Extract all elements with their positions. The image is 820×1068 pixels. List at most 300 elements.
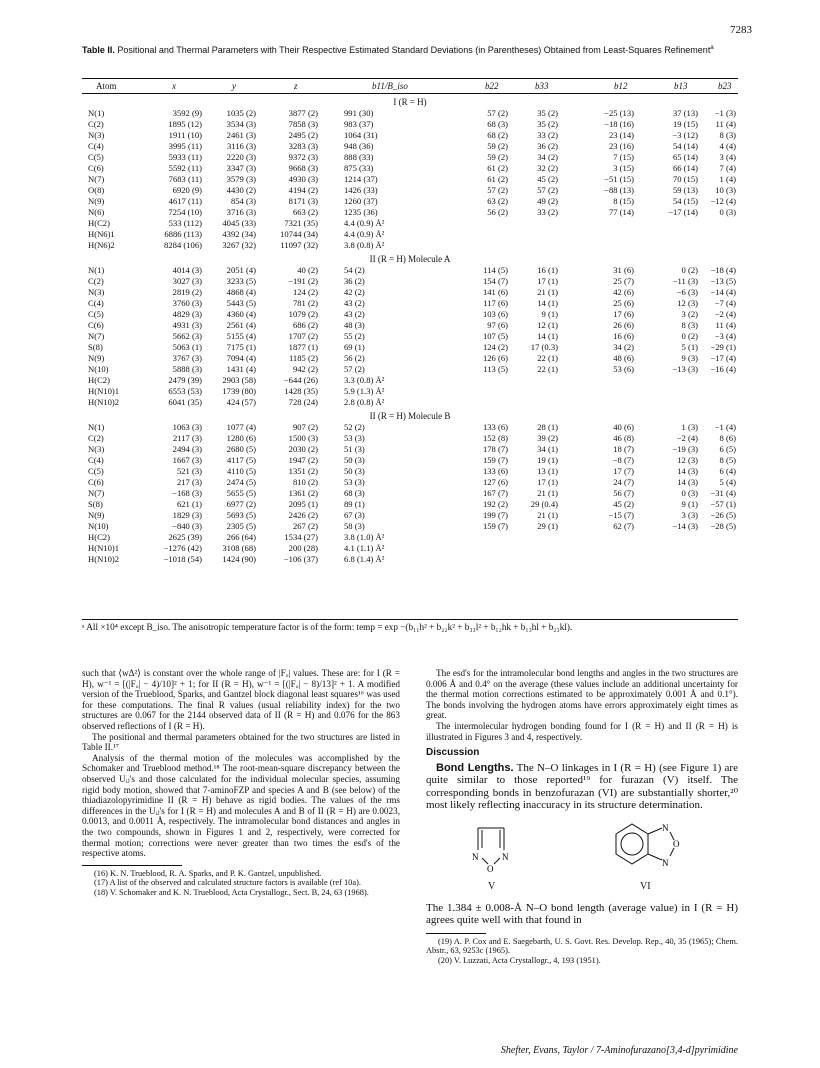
furazan-structure-V (454, 820, 544, 882)
cell-b22: 68 (2) (487, 130, 508, 140)
discussion-heading: Discussion (426, 747, 480, 759)
cell-b22: 199 (7) (482, 510, 508, 520)
cell-b33: 17 (1) (537, 276, 558, 286)
cell-b22: 97 (6) (487, 320, 508, 330)
cell-b33: 16 (1) (537, 265, 558, 275)
cell-b11: 57 (2) (344, 364, 365, 374)
cell-x: 217 (3) (176, 477, 202, 487)
cell-b33: 22 (1) (537, 353, 558, 363)
table-row (82, 298, 738, 309)
header-b11: b11/B_iso (372, 81, 408, 91)
cell-b13: 37 (13) (672, 108, 698, 118)
cell-y: 4045 (33) (222, 218, 256, 228)
left-paragraph-1: such that ⟨wΔ²⟩ is constant over the whole range of |Fₒ| values. These are: for I (R = H), w⁻¹ = [(|Fₒ| − 4)/10]² + 1; for II (R = H), w⁻¹ = [(|Fₒ| − 8)/13]² + 1. A modified version of the Trueblood, Sparks, and Gantzel block diagonal least squares¹⁶ was used for these computations. The final R values (usual reliability index) for the two structures are 0.067 for the 2144 observed data of II (R = H) and 0.076 for the 863 observed reflections of I (R = H). (82, 668, 400, 731)
cell-b12: 77 (14) (608, 207, 634, 217)
cell-b11: 53 (3) (344, 433, 365, 443)
cell-atom: N(9) (88, 196, 105, 206)
cell-b22: 159 (7) (482, 521, 508, 531)
bond-lengths-text: The N–O linkages in I (R = H) (see Figure 1) are quite similar to those reported¹⁹ for furazan (V) itself. The corresponding bonds in benzofurazan (VI) are substantially shorter,²⁰ most likely reflecting inaccuracy in its structure determination. (426, 761, 738, 812)
cell-z: 7321 (35) (284, 218, 318, 228)
cell-b23: −3 (4) (714, 331, 736, 341)
cell-y: 2051 (4) (226, 265, 256, 275)
cell-b12: 31 (6) (613, 265, 634, 275)
parameters-table (82, 70, 738, 615)
cell-z: 1500 (3) (288, 433, 318, 443)
cell-x: 4931 (3) (172, 320, 202, 330)
cell-atom: C(2) (88, 433, 104, 443)
cell-b23: 0 (3) (719, 207, 736, 217)
table-row (82, 320, 738, 331)
cell-atom: N(3) (88, 287, 105, 297)
table-row (82, 444, 738, 455)
cell-z: 686 (2) (292, 320, 318, 330)
cell-x: 2117 (3) (172, 433, 202, 443)
cell-b11: 50 (3) (344, 455, 365, 465)
cell-z: 10744 (34) (280, 229, 318, 239)
cell-b11: 948 (36) (344, 141, 374, 151)
cell-atom: N(10) (88, 521, 109, 531)
cell-atom: C(4) (88, 298, 104, 308)
cell-b11: 1214 (37) (344, 174, 378, 184)
cell-b12: −51 (15) (604, 174, 634, 184)
cell-z: 781 (2) (292, 298, 318, 308)
table-row (82, 309, 738, 320)
cell-b11: 3.8 (1.0) Å² (344, 532, 385, 542)
cell-b33: 21 (1) (537, 488, 558, 498)
header-z: z (294, 81, 298, 91)
cell-b33: 33 (2) (537, 130, 558, 140)
table-row (82, 433, 738, 444)
cell-atom: H(N6)1 (88, 229, 115, 239)
table-row (82, 240, 738, 251)
cell-z: 3283 (3) (288, 141, 318, 151)
cell-b12: 40 (6) (613, 422, 634, 432)
cell-b22: 124 (2) (482, 342, 508, 352)
cell-b12: 62 (7) (613, 521, 634, 531)
cell-b13: −19 (3) (672, 444, 698, 454)
cell-x: 4014 (3) (172, 265, 202, 275)
left-column (82, 668, 400, 897)
table-row (82, 130, 738, 141)
cell-y: 1739 (80) (222, 386, 256, 396)
cell-b22: 126 (6) (482, 353, 508, 363)
aromatic-circle (621, 833, 643, 855)
table-row (82, 207, 738, 218)
cell-b12: 53 (6) (613, 364, 634, 374)
cell-b23: 8 (3) (719, 130, 736, 140)
cell-atom: S(8) (88, 499, 103, 509)
cell-b23: −2 (4) (714, 309, 736, 319)
cell-atom: S(8) (88, 342, 103, 352)
cell-y: 4117 (5) (226, 455, 256, 465)
cell-b12: 42 (6) (613, 287, 634, 297)
table-row (82, 331, 738, 342)
benzofurazan-bond-top (648, 828, 662, 834)
cell-x: 6041 (35) (168, 397, 202, 407)
cell-b12: 45 (2) (613, 499, 634, 509)
cell-z: 2095 (1) (288, 499, 318, 509)
cell-b13: 14 (3) (677, 466, 698, 476)
cell-atom: C(5) (88, 152, 104, 162)
cell-b11: 42 (2) (344, 287, 365, 297)
cell-y: 3579 (3) (226, 174, 256, 184)
table-row (82, 229, 738, 240)
cell-z: 40 (2) (297, 265, 318, 275)
cell-b11: 3.3 (0.8) Å² (344, 375, 385, 385)
table-row (82, 174, 738, 185)
cell-y: 266 (64) (226, 532, 256, 542)
cell-atom: H(C2) (88, 532, 110, 542)
cell-b22: 114 (5) (483, 265, 508, 275)
cell-x: 3027 (3) (172, 276, 202, 286)
cell-b23: −29 (1) (710, 342, 736, 352)
cell-b13: −14 (3) (672, 521, 698, 531)
table-row (82, 532, 738, 543)
furazan-bond-no-right (494, 858, 500, 864)
cell-b11: 888 (33) (344, 152, 374, 162)
cell-y: 3267 (32) (222, 240, 256, 250)
cell-z: 1534 (27) (284, 532, 318, 542)
table-row (82, 554, 738, 565)
cell-z: 8171 (3) (288, 196, 318, 206)
cell-x: 2494 (3) (172, 444, 202, 454)
cell-b23: −18 (4) (710, 265, 736, 275)
footnote-rule (82, 865, 182, 866)
right-references (426, 937, 738, 966)
cell-b22: 133 (6) (482, 422, 508, 432)
cell-b11: 51 (3) (344, 444, 365, 454)
header-b12: b12 (614, 81, 628, 91)
cell-atom: N(3) (88, 444, 105, 454)
cell-z: 1185 (2) (288, 353, 318, 363)
cell-b22: 63 (2) (487, 196, 508, 206)
cell-y: 4430 (2) (226, 185, 256, 195)
cell-z: 9372 (3) (288, 152, 318, 162)
cell-b23: 6 (5) (719, 444, 736, 454)
caption-footnote-mark: a (710, 45, 714, 51)
cell-b22: 178 (7) (482, 444, 508, 454)
cell-b11: 48 (3) (344, 320, 365, 330)
cell-b33: 45 (2) (537, 174, 558, 184)
cell-b12: 23 (14) (608, 130, 634, 140)
cell-b22: 127 (6) (482, 477, 508, 487)
cell-z: 1079 (2) (288, 309, 318, 319)
cell-b23: −14 (4) (710, 287, 736, 297)
cell-z: −191 (2) (288, 276, 318, 286)
cell-atom: N(7) (88, 488, 105, 498)
cell-b22: 57 (2) (487, 108, 508, 118)
cell-b22: 117 (6) (483, 298, 508, 308)
cell-b12: 18 (7) (613, 444, 634, 454)
cell-b33: 33 (2) (537, 207, 558, 217)
cell-b11: 991 (30) (344, 108, 374, 118)
table-label: Table II. (82, 45, 115, 55)
cell-y: 4360 (4) (226, 309, 256, 319)
section-title: II (R = H) Molecule B (369, 411, 451, 421)
cell-x: 4829 (3) (172, 309, 202, 319)
cell-z: 7858 (3) (288, 119, 318, 129)
cell-b13: 65 (14) (672, 152, 698, 162)
cell-b33: 17 (1) (537, 477, 558, 487)
cell-b12: 3 (15) (613, 163, 634, 173)
cell-atom: C(2) (88, 276, 104, 286)
cell-x: 1829 (3) (172, 510, 202, 520)
cell-y: 5655 (5) (226, 488, 256, 498)
cell-b22: 61 (2) (487, 174, 508, 184)
cell-b12: 17 (7) (613, 466, 634, 476)
cell-b22: 152 (8) (482, 433, 508, 443)
cell-z: 9668 (3) (288, 163, 318, 173)
left-references (82, 869, 400, 898)
cell-y: 4110 (5) (226, 466, 256, 476)
cell-b13: 9 (3) (681, 353, 698, 363)
cell-b22: 107 (5) (482, 331, 508, 341)
cell-z: 267 (2) (292, 521, 318, 531)
cell-b13: −11 (3) (672, 276, 698, 286)
cell-b11: 4.4 (0.9) Å² (344, 229, 385, 239)
cell-b33: 57 (2) (537, 185, 558, 195)
cell-b12: 26 (6) (613, 320, 634, 330)
cell-x: 1667 (3) (172, 455, 202, 465)
cell-b33: 32 (2) (537, 163, 558, 173)
cell-b13: 54 (14) (672, 141, 698, 151)
cell-atom: C(4) (88, 141, 104, 151)
structures-row (426, 814, 738, 898)
cell-atom: C(6) (88, 163, 104, 173)
cell-b23: 8 (5) (719, 455, 736, 465)
left-paragraph-2: The positional and thermal parameters obtained for the two structures are listed in Table II.¹⁷ (82, 731, 400, 753)
benzofurazan-atom-o: O (673, 838, 680, 849)
table-row (82, 386, 738, 397)
cell-b13: −6 (3) (676, 287, 698, 297)
cell-atom: C(4) (88, 455, 104, 465)
cell-b13: 70 (15) (672, 174, 698, 184)
cell-x: −1018 (54) (163, 554, 202, 564)
cell-b11: 2.8 (0.8) Å² (344, 397, 385, 407)
cell-b13: 0 (2) (681, 265, 698, 275)
cell-b13: 54 (15) (672, 196, 698, 206)
cell-b23: −28 (5) (710, 521, 736, 531)
cell-y: 3233 (5) (226, 276, 256, 286)
cell-x: 6920 (9) (172, 185, 202, 195)
cell-y: 1035 (2) (226, 108, 256, 118)
cell-y: 2561 (4) (226, 320, 256, 330)
cell-b23: −16 (4) (710, 364, 736, 374)
cell-b12: 56 (7) (613, 488, 634, 498)
page-number: 7283 (730, 24, 752, 36)
table-row (82, 163, 738, 174)
cell-z: 907 (2) (292, 422, 318, 432)
cell-b22: 57 (2) (487, 185, 508, 195)
table-row (82, 342, 738, 353)
cell-b33: 35 (2) (537, 108, 558, 118)
cell-y: 6977 (2) (226, 499, 256, 509)
cell-b33: 36 (2) (537, 141, 558, 151)
cell-z: 810 (2) (292, 477, 318, 487)
cell-b33: 34 (2) (537, 152, 558, 162)
table-row (82, 287, 738, 298)
table-row (82, 510, 738, 521)
cell-b11: 36 (2) (344, 276, 365, 286)
cell-b23: 7 (4) (719, 163, 736, 173)
table-row (82, 108, 738, 119)
cell-z: 663 (2) (292, 207, 318, 217)
reference-19: (19) A. P. Cox and E. Saegebarth, U. S. Govt. Res. Develop. Rep., 40, 35 (1965); Chem. Abstr., 63, 9253c (1965). (426, 936, 738, 956)
cell-b11: 6.8 (1.4) Å² (344, 554, 385, 564)
cell-b33: 22 (1) (537, 364, 558, 374)
cell-y: 1280 (6) (226, 433, 256, 443)
cell-b12: 7 (15) (613, 152, 634, 162)
cell-b23: −57 (1) (710, 499, 736, 509)
cell-atom: N(9) (88, 353, 105, 363)
cell-b23: 3 (4) (719, 152, 736, 162)
cell-y: 4392 (34) (222, 229, 256, 239)
cell-y: 1431 (4) (226, 364, 256, 374)
cell-atom: H(N6)2 (88, 240, 115, 250)
cell-b12: 46 (8) (613, 433, 634, 443)
cell-y: 2680 (5) (226, 444, 256, 454)
cell-b33: 19 (1) (537, 455, 558, 465)
table-row (82, 488, 738, 499)
cell-b12: −25 (13) (604, 108, 634, 118)
cell-z: 124 (2) (292, 287, 318, 297)
cell-b33: 28 (1) (537, 422, 558, 432)
cell-b13: 5 (1) (681, 342, 698, 352)
cell-b22: 133 (6) (482, 466, 508, 476)
furazan-atom-o: O (487, 863, 494, 874)
cell-b22: 192 (2) (482, 499, 508, 509)
cell-b11: 5.9 (1.3) Å² (344, 386, 385, 396)
cell-b11: 43 (2) (344, 298, 365, 308)
cell-b13: 66 (14) (672, 163, 698, 173)
cell-x: 521 (3) (176, 466, 202, 476)
cell-b13: −3 (12) (672, 130, 698, 140)
cell-x: 2819 (2) (172, 287, 202, 297)
table-row (82, 499, 738, 510)
cell-b23: 8 (6) (719, 433, 736, 443)
cell-y: 5693 (5) (226, 510, 256, 520)
cell-b13: 0 (3) (681, 488, 698, 498)
cell-b12: 16 (6) (613, 331, 634, 341)
cell-b11: 67 (3) (344, 510, 365, 520)
cell-b11: 1064 (31) (344, 130, 378, 140)
table-row (82, 466, 738, 477)
cell-y: 5443 (5) (226, 298, 256, 308)
table-row (82, 364, 738, 375)
cell-b33: 14 (1) (537, 298, 558, 308)
cell-b23: −17 (4) (710, 353, 736, 363)
cell-x: 6886 (113) (164, 229, 202, 239)
cell-b22: 154 (7) (482, 276, 508, 286)
cell-b12: −15 (7) (608, 510, 634, 520)
footnote-rule-right (426, 933, 486, 934)
cell-z: 942 (2) (292, 364, 318, 374)
cell-b33: 39 (2) (537, 433, 558, 443)
cell-b13: −13 (3) (672, 364, 698, 374)
table-row (82, 265, 738, 276)
cell-atom: C(5) (88, 309, 104, 319)
cell-atom: N(10) (88, 364, 109, 374)
cell-atom: N(9) (88, 510, 105, 520)
cell-x: 5592 (11) (168, 163, 202, 173)
cell-atom: N(6) (88, 207, 105, 217)
cell-b22: 113 (5) (483, 364, 508, 374)
cell-b11: 89 (1) (344, 499, 365, 509)
cell-z: 728 (24) (288, 397, 318, 407)
cell-y: 3108 (68) (222, 543, 256, 553)
cell-y: 1077 (4) (226, 422, 256, 432)
bond-lengths-title: Bond Lengths. (436, 761, 514, 774)
benzofurazan-bond-no-bottom (670, 848, 674, 856)
table-row (82, 218, 738, 229)
cell-b23: −7 (4) (714, 298, 736, 308)
cell-z: 4930 (3) (288, 174, 318, 184)
cell-b11: 69 (1) (344, 342, 365, 352)
cell-y: 2305 (5) (226, 521, 256, 531)
cell-y: 7175 (1) (226, 342, 256, 352)
cell-b33: 13 (1) (537, 466, 558, 476)
cell-b11: 1426 (33) (344, 185, 378, 195)
cell-b33: 21 (1) (537, 287, 558, 297)
table-row (82, 375, 738, 386)
benzofurazan-atom-n-bottom: N (662, 857, 669, 868)
cell-y: 2461 (3) (226, 130, 256, 140)
cell-x: −840 (3) (172, 521, 202, 531)
cell-z: 1361 (2) (288, 488, 318, 498)
cell-b13: −2 (4) (676, 433, 698, 443)
table-row (82, 422, 738, 433)
reference-20: (20) V. Luzzati, Acta Crystallogr., 4, 193 (1951). (438, 955, 601, 965)
cell-b13: 12 (3) (677, 455, 698, 465)
cell-b33: 29 (0.4) (530, 499, 558, 509)
cell-x: 5662 (3) (172, 331, 202, 341)
cell-atom: H(N10)1 (88, 543, 120, 553)
cell-x: 4617 (11) (168, 196, 202, 206)
cell-b33: 29 (1) (537, 521, 558, 531)
cell-b23: 11 (4) (715, 119, 736, 129)
table-footnote-text: ᵃ All ×10⁴ except B_iso. The anisotropic temperature factor is of the form: temp = exp −(b₁₁h² + b₂₂k² + b₃₃l² + b₁₂hk + b₁₃hl + b₂₃kl). (82, 622, 573, 632)
table-row (82, 196, 738, 207)
cell-b12: 25 (7) (613, 276, 634, 286)
cell-x: −168 (3) (172, 488, 202, 498)
cell-z: −644 (26) (283, 375, 318, 385)
cell-b33: 17 (0.3) (530, 342, 558, 352)
cell-y: 854 (3) (230, 196, 256, 206)
cell-y: 3347 (3) (226, 163, 256, 173)
cell-b23: −26 (5) (710, 510, 736, 520)
header-atom: Atom (96, 81, 117, 91)
cell-b23: −12 (4) (710, 196, 736, 206)
furazan-atom-n-right: N (502, 851, 509, 862)
cell-x: 3767 (3) (172, 353, 202, 363)
table-row (82, 141, 738, 152)
cell-b11: 55 (2) (344, 331, 365, 341)
cell-b22: 159 (7) (482, 455, 508, 465)
cell-x: 1911 (10) (168, 130, 202, 140)
header-b13: b13 (674, 81, 688, 91)
cell-y: 3534 (3) (226, 119, 256, 129)
cell-b33: 35 (2) (537, 119, 558, 129)
cell-z: 11097 (32) (280, 240, 318, 250)
cell-b22: 68 (3) (487, 119, 508, 129)
cell-b33: 49 (2) (537, 196, 558, 206)
cell-z: 1707 (2) (288, 331, 318, 341)
cell-b22: 141 (6) (482, 287, 508, 297)
cell-x: 621 (1) (176, 499, 202, 509)
cell-atom: C(6) (88, 320, 104, 330)
cell-y: 3716 (3) (226, 207, 256, 217)
cell-b11: 983 (37) (344, 119, 374, 129)
